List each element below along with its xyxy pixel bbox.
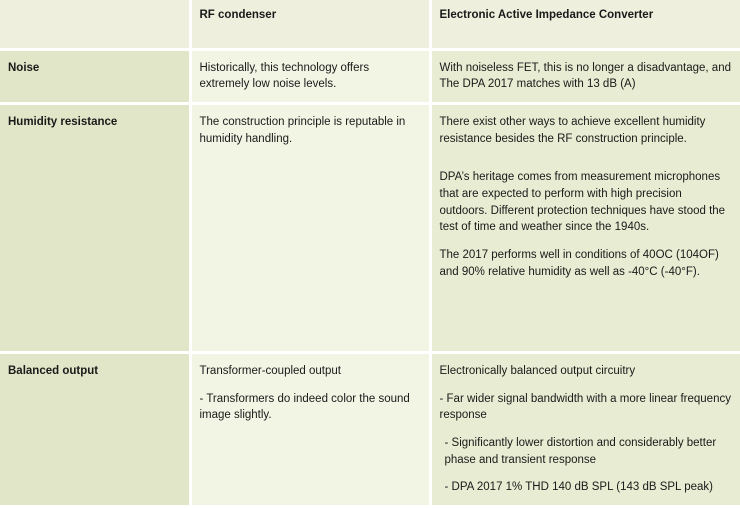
- row-humidity-eaic-cell: [430, 104, 740, 353]
- row-balanced-eaic-cell: [430, 353, 740, 506]
- paragraph: The 2017 performs well in conditions of 40OC (104OF) and 90% relative humidity as well as -40°C (-40°F).: [439, 249, 719, 278]
- paragraph: The construction principle is reputable in humidity handling.: [199, 116, 406, 145]
- header-corner-cell: [0, 0, 190, 49]
- table-header-row: [0, 0, 740, 49]
- paragraph: Historically, this technology offers extremely low noise levels.: [199, 61, 370, 91]
- paragraph: DPA’s heritage comes from measurement microphones that are expected to perform with high precision outdoors. Different protection techniques have stood the test of time and weather since the 1940s.: [439, 171, 726, 234]
- row-balanced-rf-cell: [190, 353, 430, 506]
- table-row: [0, 49, 740, 103]
- header-electronic-active-impedance-converter: Electronic Active Impedance Converter: [430, 0, 740, 49]
- paragraph: - Significantly lower distortion and considerably better phase and transient response: [444, 437, 717, 466]
- paragraph: - Far wider signal bandwidth with a more linear frequency response: [439, 392, 731, 422]
- row-noise-eaic-cell: [430, 49, 740, 103]
- paragraph: There exist other ways to achieve excellent humidity resistance besides the RF construction principle.: [439, 116, 706, 145]
- row-label-balanced-output: Balanced output: [0, 353, 190, 506]
- paragraph: Electronically balanced output circuitry: [439, 365, 636, 378]
- paragraph: - DPA 2017 1% THD 140 dB SPL (143 dB SPL peak): [444, 481, 713, 494]
- table-row: [0, 104, 740, 353]
- paragraph: Transformer-coupled output: [199, 365, 341, 378]
- row-label-noise: Noise: [0, 49, 190, 103]
- paragraph: - Transformers do indeed color the sound image slightly.: [199, 392, 410, 422]
- header-rf-condenser: RF condenser: [190, 0, 430, 49]
- row-humidity-rf-cell: [190, 104, 430, 353]
- paragraph: With noiseless FET, this is no longer a disadvantage, and The DPA 2017 matches with 13 dB (A): [439, 61, 731, 91]
- row-label-humidity-resistance: Humidity resistance: [0, 104, 190, 353]
- row-noise-rf-cell: [190, 49, 430, 103]
- table-row: [0, 353, 740, 506]
